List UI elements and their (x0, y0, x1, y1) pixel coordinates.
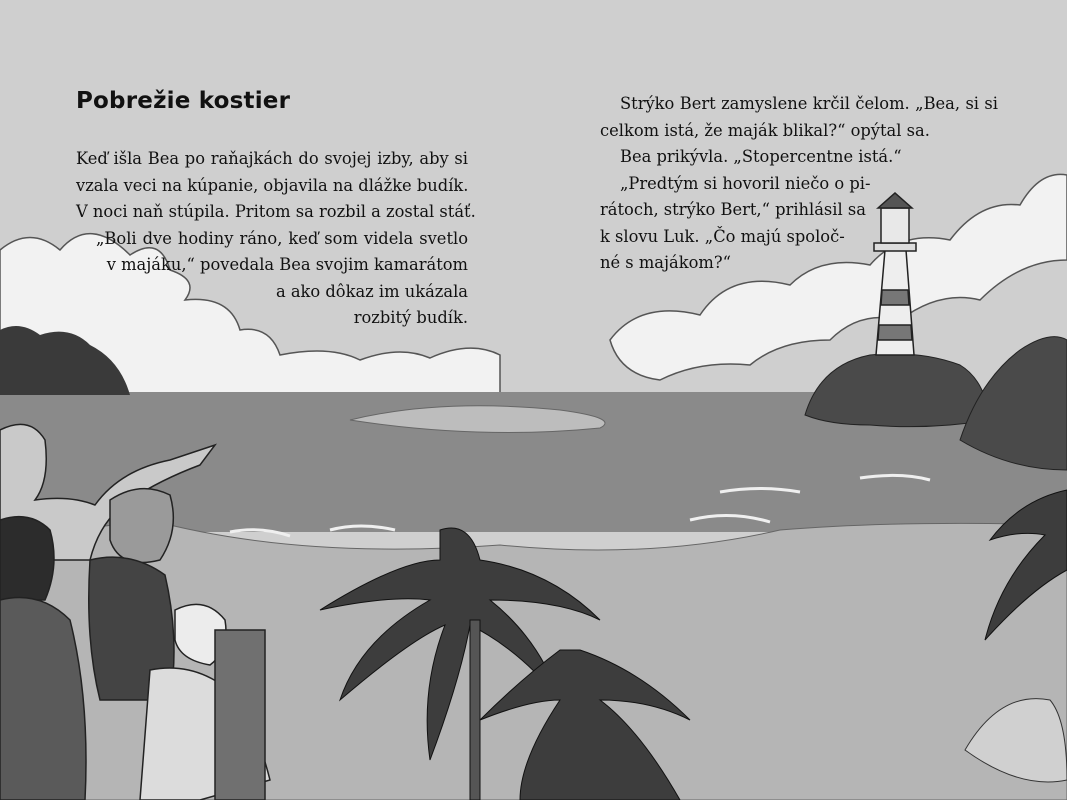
text-line: v majáku,“ povedala Bea svojim kamarátom (106, 255, 468, 274)
text-line: k slovu Luk. „Čo majú spoloč- (600, 226, 845, 246)
text-line: rozbitý budík. (353, 308, 468, 327)
left-text-column (76, 146, 476, 332)
text-line: „Boli dve hodiny ráno, keď som videla svetlo (96, 228, 468, 248)
text-line: né s majákom?“ (600, 253, 731, 272)
chapter-title: Pobrežie kostier (76, 88, 291, 114)
text-line: V noci naň stúpila. Pritom sa rozbil a zostal stáť. (76, 202, 476, 221)
text-line: Strýko Bert zamyslene krčil čelom. „Bea, si si (620, 94, 998, 113)
right-text-column (600, 91, 998, 277)
text-line: celkom istá, že maják blikal?“ opýtal sa. (600, 120, 930, 140)
text-line: vzala veci na kúpanie, objavila na dlážke budík. (76, 175, 469, 195)
text-line: rátoch, strýko Bert,“ prihlásil sa (600, 200, 866, 219)
text-line: Bea prikývla. „Stopercentne istá.“ (620, 147, 902, 166)
text-line: Keď išla Bea po raňajkách do svojej izby, aby si (76, 149, 468, 168)
text-line: a ako dôkaz im ukázala (275, 281, 468, 301)
text-line: „Predtým si hovoril niečo o pi- (620, 173, 871, 193)
